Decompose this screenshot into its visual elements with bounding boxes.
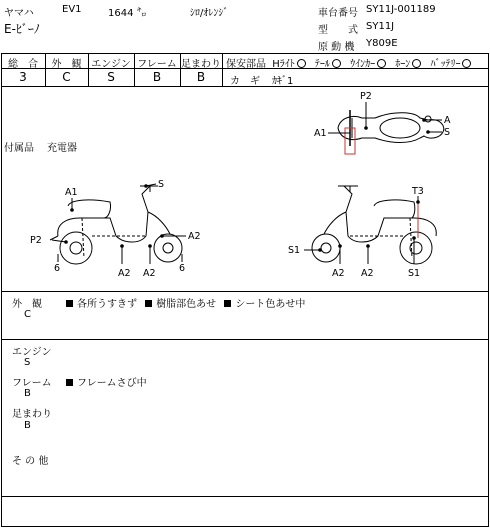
engine-label: 原 動 機	[318, 42, 355, 53]
label-t3: T3	[412, 186, 424, 197]
label-s-top: S	[444, 127, 451, 138]
scooter-left-view	[28, 172, 208, 280]
note-seat-fade: シート色あせ中	[235, 299, 306, 310]
mileage: 1644 ㌔	[108, 8, 147, 19]
engine-value: Y809E	[366, 38, 398, 49]
label-p2-left: P2	[30, 235, 42, 246]
scooter-right-view	[286, 172, 456, 280]
ok-circle-icon	[412, 59, 421, 68]
model-name: E-ﾋﾞｰﾉ	[4, 22, 40, 36]
exterior-notes	[66, 295, 305, 310]
label-s1-rear: S1	[408, 268, 421, 279]
body-color: ｼﾛ/ｵﾚﾝｼﾞ	[190, 8, 229, 19]
grade-value-frame: B	[152, 70, 162, 84]
grade-value-engine: S	[107, 70, 115, 84]
part-battery: ﾊﾞｯﾃﾘｰ	[430, 59, 471, 70]
part-horn: ﾎｰﾝ	[395, 59, 421, 70]
suspension-section-grade: B	[24, 420, 31, 431]
scooter-top-view	[300, 88, 480, 168]
frame-section-grade: B	[24, 388, 31, 399]
type-label: 型 式	[318, 25, 358, 36]
ok-circle-icon	[462, 59, 471, 68]
grade-header-engine: エンジン	[91, 59, 131, 70]
grade-value-exterior: C	[62, 70, 71, 84]
label-a-top: A	[444, 115, 451, 126]
bullet-square-icon	[224, 300, 231, 307]
label-a1-top: A1	[314, 128, 327, 139]
accessories-label: 付属品	[4, 143, 34, 154]
part-headlight: Hﾗｲﾄ	[272, 59, 306, 70]
ok-circle-icon	[377, 59, 386, 68]
label-s1-front: S1	[288, 245, 301, 256]
key-value: ｶｷﾞ1	[272, 76, 294, 87]
accessories-value: 充電器	[47, 143, 77, 154]
part-winker: ｳｲﾝｶｰ	[350, 59, 386, 70]
ok-circle-icon	[297, 59, 306, 68]
engine-section-grade: S	[24, 357, 31, 368]
label-6-rear-left: 6	[179, 263, 186, 274]
grade-header-exterior: 外 観	[51, 59, 82, 70]
grade-header-frame: フレーム	[137, 59, 177, 70]
maker: ヤマハ	[4, 8, 34, 19]
label-a2-right-of-left: A2	[188, 231, 201, 242]
frame-section-label: フレーム	[12, 378, 52, 389]
exterior-label: 外 観	[12, 299, 42, 310]
bullet-square-icon	[66, 379, 73, 386]
frame-no: SY11J-001189	[366, 4, 436, 15]
grade-value-overall: 3	[19, 70, 27, 84]
exterior-grade: C	[24, 309, 31, 320]
label-6-front-left: 6	[54, 263, 61, 274]
label-s-left: S	[158, 179, 165, 190]
label-a2-left-a: A2	[118, 268, 131, 279]
bullet-square-icon	[145, 300, 152, 307]
other-section-label: そ の 他	[12, 456, 49, 467]
label-a2-right-a: A2	[332, 268, 345, 279]
bullet-square-icon	[66, 300, 73, 307]
note-scratches: 各所うすきず	[77, 299, 137, 310]
safety-parts-label: 保安部品	[226, 59, 266, 70]
model-code: EV1	[62, 4, 82, 15]
safety-parts	[226, 55, 471, 70]
grade-header-suspension: 足まわり	[181, 59, 221, 70]
label-a2-left-b: A2	[143, 268, 156, 279]
note-resin-fade: 樹脂部色あせ	[156, 299, 217, 310]
grade-header-overall: 総 合	[8, 59, 38, 70]
suspension-section-label: 足まわり	[12, 409, 52, 420]
key-label: カ ギ	[230, 76, 260, 87]
engine-section-label: エンジン	[12, 347, 52, 358]
grade-value-suspension: B	[196, 70, 206, 84]
label-a2-right-b: A2	[361, 268, 374, 279]
label-a1-left: A1	[65, 187, 78, 198]
frame-no-label: 車台番号	[318, 8, 358, 19]
ok-circle-icon	[332, 59, 341, 68]
note-frame-rust: フレームさび中	[77, 378, 147, 389]
label-p2-top: P2	[360, 91, 372, 102]
frame-notes	[66, 374, 147, 389]
type-value: SY11J	[366, 21, 395, 32]
part-tail: ﾃｰﾙ	[315, 59, 341, 70]
